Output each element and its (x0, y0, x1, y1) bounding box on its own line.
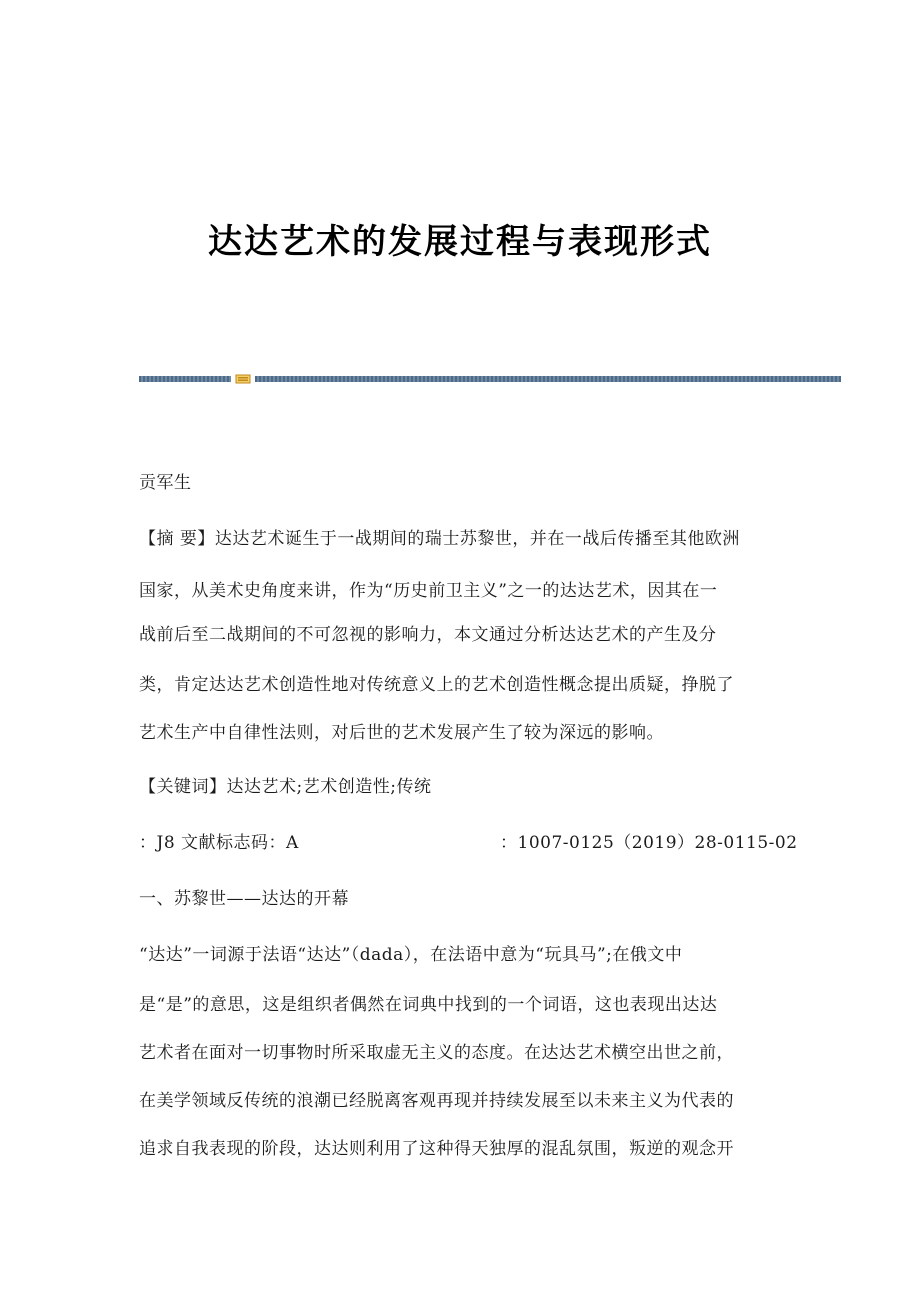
abstract-line: 艺术生产中自律性法则，对后世的艺术发展产生了较为深远的影响。 (139, 723, 664, 743)
title-divider (139, 374, 841, 384)
body-line: 追求自我表现的阶段，达达则利用了这种得天独厚的混乱氛围，叛逆的观念开 (139, 1139, 734, 1159)
divider-bar-right (255, 376, 841, 382)
abstract-line: 国家，从美术史角度来讲，作为“历史前卫主义”之一的达达艺术，因其在一 (139, 581, 718, 601)
keywords: 【关键词】达达艺术;艺术创造性;传统 (139, 777, 432, 797)
body-line: 艺术者在面对一切事物时所采取虚无主义的态度。在达达艺术横空出世之前， (139, 1043, 734, 1063)
body-line: 在美学领域反传统的浪潮已经脱离客观再现并持续发展至以未来主义为代表的 (139, 1091, 734, 1111)
section-heading: 一、苏黎世——达达的开幕 (139, 889, 349, 909)
divider-bar-left (139, 376, 231, 382)
abstract-line: 战前后至二战期间的不可忽视的影响力，本文通过分析达达艺术的产生及分 (139, 625, 717, 645)
page-title: 达达艺术的发展过程与表现形式 (208, 222, 712, 262)
article-number: ：1007-0125（2019）28-0115-02 (500, 833, 798, 853)
author-name: 贡军生 (139, 473, 192, 493)
abstract-line: 类，肯定达达艺术创造性地对传统意义上的艺术创造性概念提出质疑，挣脱了 (139, 675, 734, 695)
body-line: “达达”一词源于法语“达达”（dada），在法语中意为“玩具马”;在俄文中 (139, 945, 683, 965)
abstract-line: 【摘 要】达达艺术诞生于一战期间的瑞士苏黎世，并在一战后传播至其他欧洲 (139, 529, 740, 549)
body-line: 是“是”的意思，这是组织者偶然在词典中找到的一个词语，这也表现出达达 (139, 995, 718, 1015)
classification-code: ：J8 文献标志码：A (139, 833, 299, 853)
decorative-ornament-icon (235, 374, 251, 384)
